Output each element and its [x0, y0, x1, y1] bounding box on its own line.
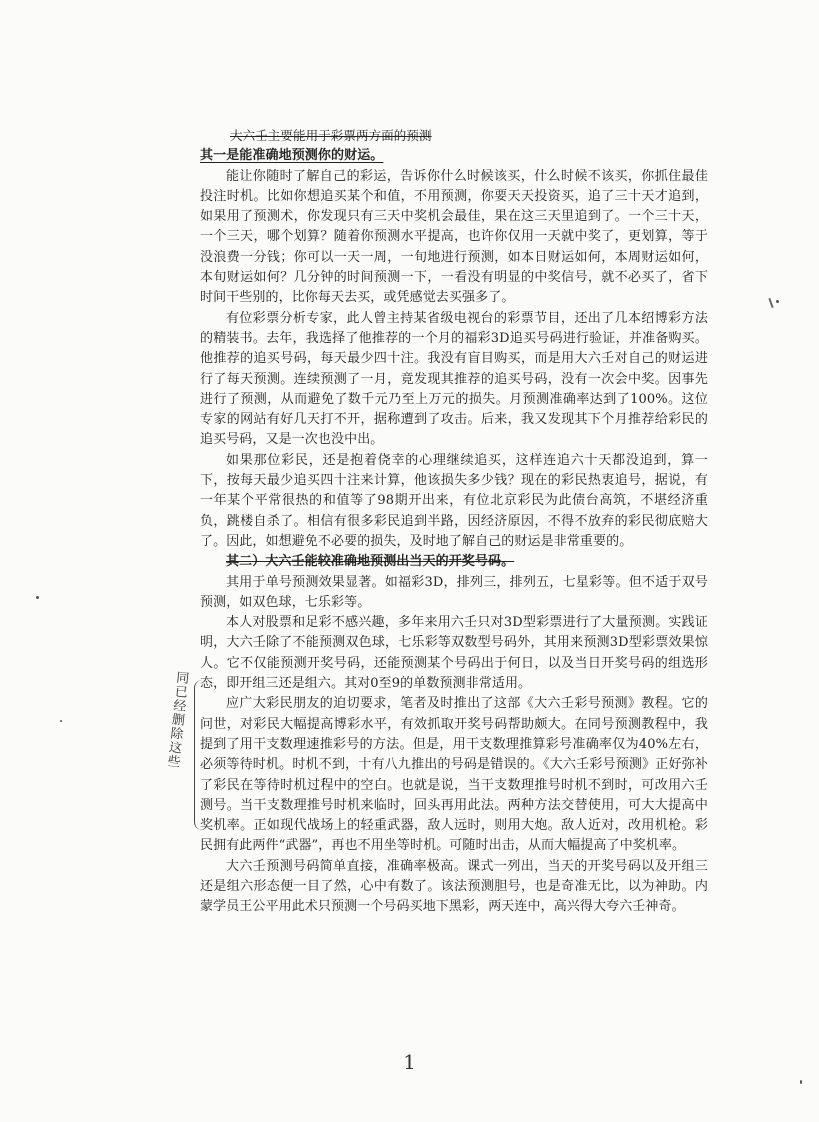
document-body	[200, 126, 708, 918]
handwritten-margin-note: 同已经删除这些	[163, 669, 190, 769]
stray-speck	[60, 720, 62, 722]
paragraph-1-1: 能让你随时了解自己的彩运，告诉你什么时候该买，什么时候不该买，你抓住最佳投注时机。比如你想追买某个和值，不用预测，你要天天投资买，追了三十天才追到，如果用了预测术，你发现只有三天中奖机会最佳，果在这三天里追到了。一个三十天，一个三天，哪个划算？随着你预测水平提高，也许你仅用一天就中奖了，更划算，等于没浪费一分钱；你可以一天一周，一旬地进行预测，如本日财运如何，本周财运如何，本旬财运如何？几分钟的时间预测一下，一看没有明显的中奖信号，就不必买了，省下时间干些别的，比你每天去买，或凭感觉去买强多了。	[200, 168, 708, 306]
paragraph-1-3: 如果那位彩民，还是抱着侥幸的心理继续追买，这样连追六十天都没追到，算一下，按每天最少追买四十注来计算，他该损失多少钱？现在的彩民热衷追号，据说，有一年某个平常很热的和值等了98期开出来，有位北京彩民为此债台高筑，不堪经济重负，跳楼自杀了。相信有很多彩民追到半路，因经济原因，不得不放弃的彩民彻底赔大了。因此，如想避免不必要的损失，及时地了解自己的财运是非常重要的。	[200, 452, 708, 549]
paragraph-2-2: 本人对股票和足彩不感兴趣，多年来用六壬只对3D型彩票进行了大量预测。实践证明，大六壬除了不能预测双色球，七乐彩等双数型号码外，其用来预测3D型彩票效果惊人。它不仅能预测开奖号码，还能预测某个号码出于何日，以及当日开奖号码的组选形态，即开组三还是组六。其对0至9的单数预测非常适用。	[200, 615, 708, 692]
document-title-line: 大六壬主要能用于彩票两方面的预测	[230, 128, 432, 143]
paragraph-2-4: 大六壬预测号码简单直接，准确率极高。课式一列出，当天的开奖号码以及开组三还是组六形态便一目了然，心中有数了。该法预测胆号，也是奇准无比，以为神助。内蒙学员王公平用此术只预测一个号码买地下黑彩，两天连中，高兴得大夸六壬神奇。	[200, 858, 708, 915]
paragraph-2-3: 应广大彩民朋友的迫切要求，笔者及时推出了这部《大六壬彩号预测》教程。它的问世，对彩民大幅提高博彩水平，有效抓取开奖号码帮助颇大。在同号预测教程中，我提到了用干支数理速推彩号的方法。但是，用干支数理推算彩号准确率仅为40%左右，必须等待时机。时机不到，十有八九推出的号码是错误的。《大六壬彩号预测》正好弥补了彩民在等待时机过程中的空白。也就是说，当干支数理推号时机不到时，可改用六壬测号。当干支数理推号时机来临时，回头再用此法。两种方法交替使用，可大大提高中奖机率。正如现代战场上的轻重武器，敌人远时，则用大炮。敌人近对，改用机枪。彩民拥有此两件“武器”，再也不用坐等时机。可随时出击，从而大幅提高了中奖机率。	[200, 696, 708, 854]
margin-bracket	[194, 680, 205, 830]
paragraph-1-2: 有位彩票分析专家，此人曾主持某省级电视台的彩票节目，还出了几本绍博彩方法的精装书。去年，我选择了他推荐的一个月的福彩3D追买号码进行验证，并准备购买。他推荐的追买号码，每天最少四十注。我没有盲目购买，而是用大六壬对自己的财运进行了每天预测。连续预测了一月，竟发现其推荐的追买号码，没有一次会中奖。因事先进行了预测，从而避免了数千元乃至上万元的损失。月预测准确率达到了100%。这位专家的网站有好几天打不开，据称遭到了攻击。后来，我又发现其下个月推荐给彩民的追买号码，又是一次也没中出。	[200, 310, 708, 448]
page-number: 1	[403, 1050, 416, 1074]
stray-mark	[768, 298, 773, 308]
section-2-heading	[200, 552, 708, 572]
stray-speck	[36, 596, 39, 599]
section-2-heading-text: 其二）大六壬能较准确地预测出当天的开奖号码。	[226, 554, 515, 570]
section-1-heading: 其一是能准确地预测你的财运。	[200, 148, 384, 164]
paragraph-2-1: 其用于单号预测效果显著。如福彩3D，排列三，排列五，七星彩等。但不适于双号预测，如双色球，七乐彩等。	[200, 574, 708, 610]
stray-speck	[776, 300, 779, 303]
stray-speck	[800, 1080, 802, 1084]
